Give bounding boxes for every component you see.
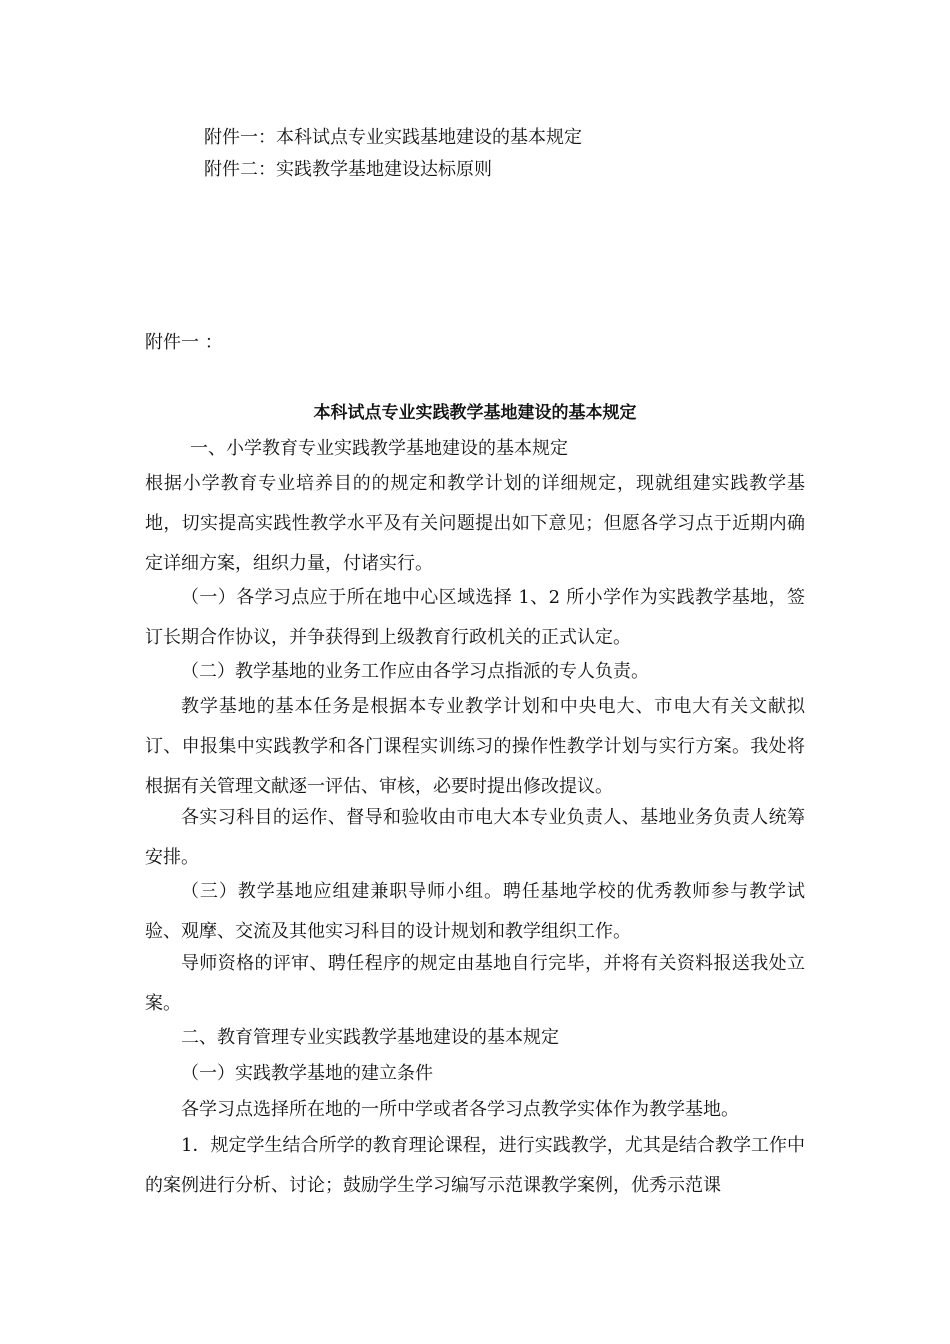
paragraph-section1-item2: （二）教学基地的业务工作应由各学习点指派的专人负责。 (181, 661, 649, 682)
paragraph-section1-item2-supervision: 各实习科目的运作、督导和验收由市电大本专业负责人、基地业务负责人统筹安排。 (145, 807, 805, 868)
attachment-list-item-2: 附件二：实践教学基地建设达标原则 (204, 159, 492, 180)
section2-subheading-1: （一）实践教学基地的建立条件 (181, 1063, 433, 1084)
paragraph-section1-item2-task: 教学基地的基本任务是根据本专业教学计划和中央电大、市电大有关文献拟订、申报集中实践教学和各门课程实训练习的操作性教学计划与实行方案。我处将根据有关管理文献逐一评估、审核，必要时提出修改提议。 (145, 696, 805, 797)
attachment-heading: 附件一 ： (145, 332, 223, 353)
paragraph-section2-item1: 1．规定学生结合所学的教育理论课程，进行实践教学，尤其是结合教学工作中的案例进行分析、讨论；鼓励学生学习编写示范课教学案例，优秀示范课 (145, 1135, 805, 1196)
document-title: 本科试点专业实践教学基地建设的基本规定 (313, 403, 637, 423)
paragraph-section1-item3-mentor: 导师资格的评审、聘任程序的规定由基地自行完毕，并将有关资料报送我处立案。 (145, 953, 805, 1014)
section1-heading: 一、小学教育专业实践教学基地建设的基本规定 (190, 438, 568, 459)
attachment-list-item-1: 附件一：本科试点专业实践基地建设的基本规定 (204, 127, 582, 148)
paragraph-section1-item1: （一）各学习点应于所在地中心区域选择 1、2 所小学作为实践教学基地，签订长期合作协议，并争获得到上级教育行政机关的正式认定。 (145, 587, 805, 648)
paragraph-section1-item3: （三）教学基地应组建兼职导师小组。聘任基地学校的优秀教师参与教学试验、观摩、交流及其他实习科目的设计规划和教学组织工作。 (145, 881, 805, 942)
section2-heading: 二、教育管理专业实践教学基地建设的基本规定 (181, 1027, 559, 1048)
paragraph-intro: 根据小学教育专业培养目的的规定和教学计划的详细规定，现就组建实践教学基地，切实提高实践性教学水平及有关问题提出如下意见；但愿各学习点于近期内确定详细方案，组织力量，付诸实行。 (145, 473, 805, 574)
paragraph-section2-base: 各学习点选择所在地的一所中学或者各学习点教学实体作为教学基地。 (181, 1099, 739, 1120)
